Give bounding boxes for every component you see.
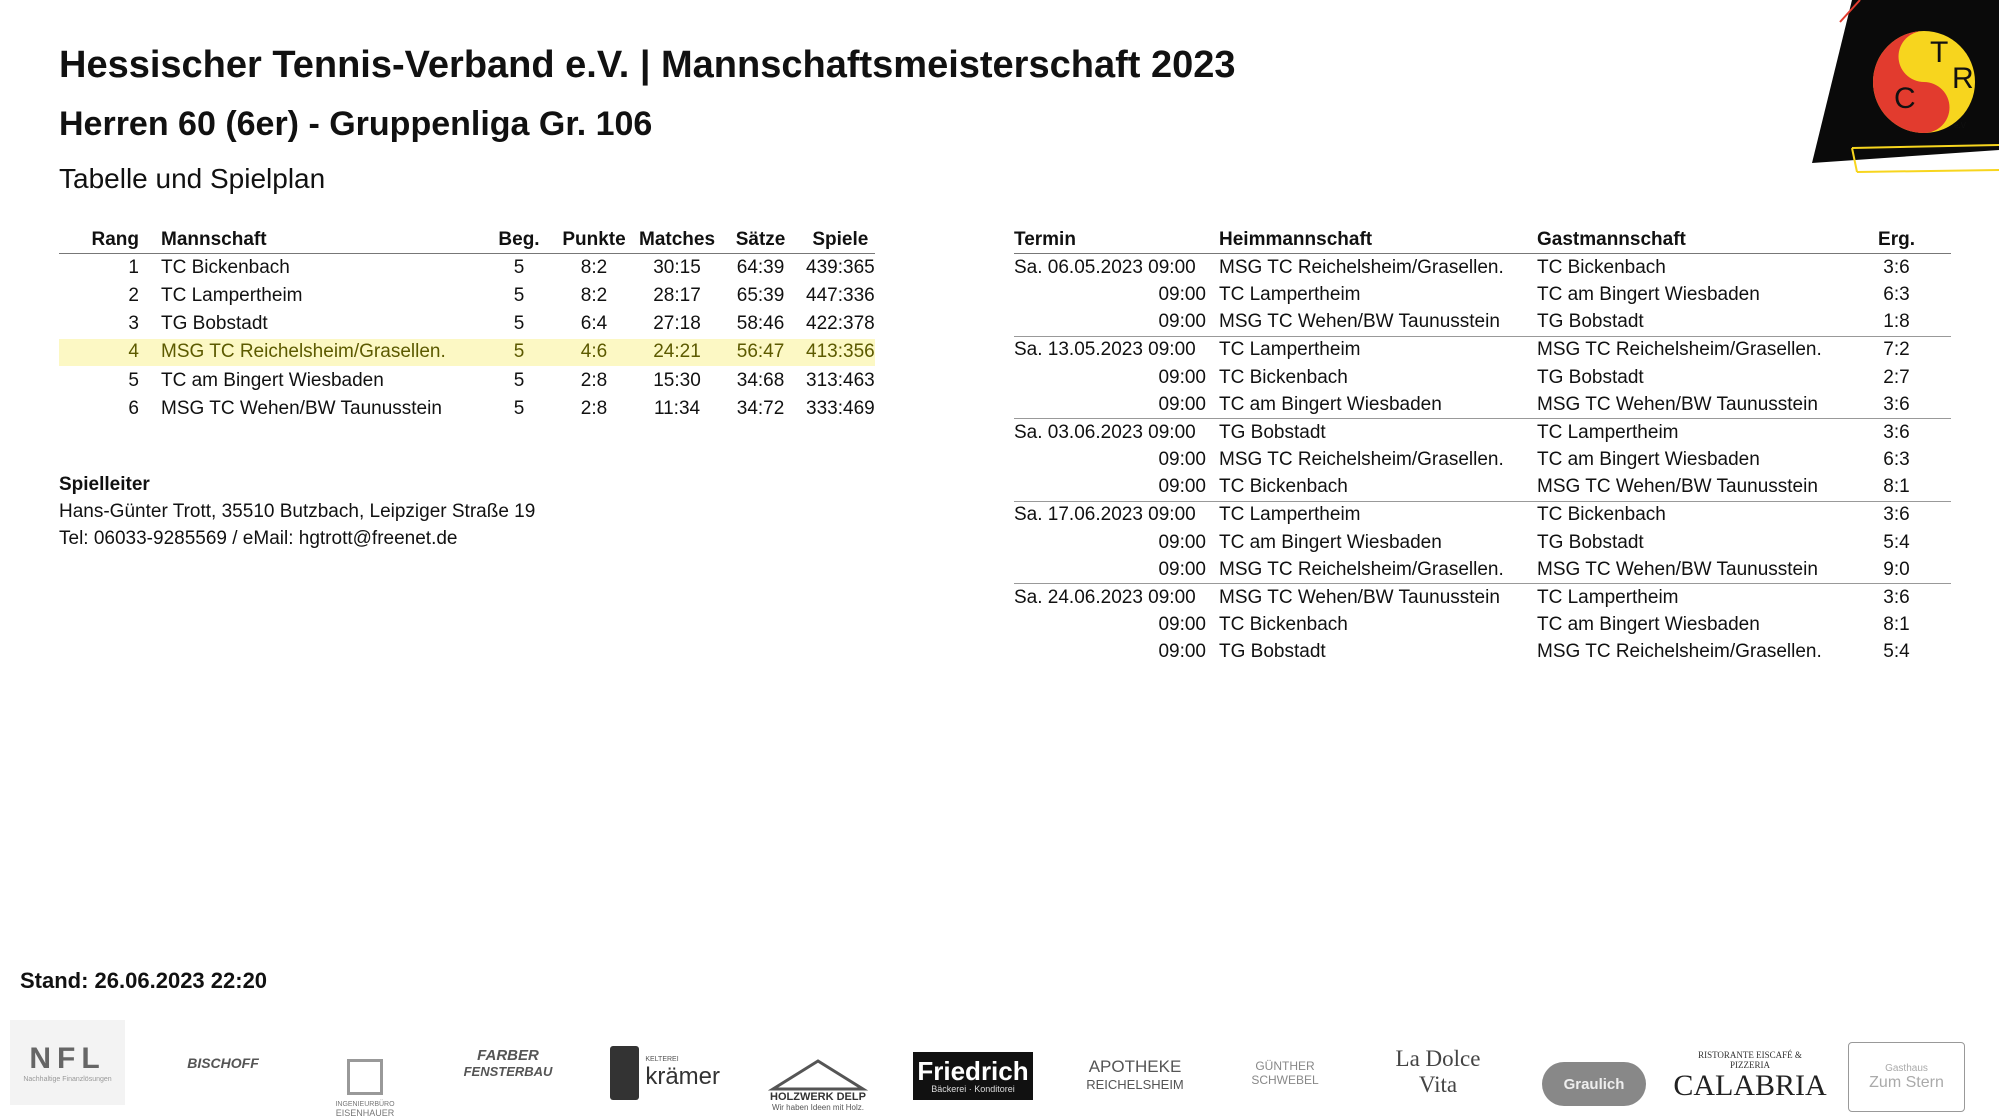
team-played: 5: [489, 338, 549, 366]
fixture-away: TC Bickenbach: [1537, 256, 1666, 278]
fixture-row: [1014, 584, 1951, 612]
fixture-row: [1014, 281, 1951, 308]
fixture-home: TC Bickenbach: [1219, 366, 1348, 388]
team-name: TC am Bingert Wiesbaden: [139, 366, 489, 394]
sponsor-farber: FARBER FENSTERBAU: [463, 1046, 553, 1079]
fixture-result: 5:4: [1883, 641, 1910, 663]
team-matches: 27:18: [639, 310, 715, 338]
fixtures-table: [1014, 226, 1951, 666]
fixture-home: MSG TC Reichelsheim/Grasellen.: [1219, 256, 1504, 278]
sponsor-bischoff: BISCHOFF: [187, 1054, 259, 1071]
fixture-home: TG Bobstadt: [1219, 641, 1326, 663]
fixture-away: TC am Bingert Wiesbaden: [1537, 449, 1760, 471]
team-games: 422:378: [806, 310, 875, 338]
team-games: 313:463: [806, 366, 875, 394]
team-games: 447:336: [806, 282, 875, 310]
fixture-away: TG Bobstadt: [1537, 366, 1644, 388]
fixture-row: [1014, 529, 1951, 556]
fixture-date: 09:00: [1158, 449, 1206, 471]
col-beg: Beg.: [489, 226, 549, 254]
col-ergebnis: Erg.: [1842, 226, 1951, 254]
fixture-result: 3:6: [1842, 419, 1951, 447]
sponsor-calabria: RISTORANTE EISCAFÉ & PIZZERIA CALABRIA: [1673, 1050, 1827, 1102]
standings-row: [59, 282, 875, 310]
sponsor-la-dolce-vita: La Dolce Vita: [1395, 1046, 1481, 1097]
fixture-result: 1:8: [1883, 311, 1910, 333]
team-played: 5: [489, 254, 549, 282]
sponsor-zum-stern: Gasthaus Zum Stern: [1848, 1042, 1965, 1112]
fixture-away: TC Lampertheim: [1524, 584, 1842, 612]
col-gastmannschaft: Gastmannschaft: [1524, 226, 1842, 254]
team-played: 5: [489, 282, 549, 310]
fixture-date: 09:00: [1158, 393, 1206, 415]
team-sets: 64:39: [715, 254, 806, 282]
stand-timestamp: Stand: 26.06.2023 22:20: [20, 968, 268, 993]
team-name: MSG TC Reichelsheim/Grasellen.: [139, 338, 489, 366]
team-sets: 58:46: [715, 310, 806, 338]
fixture-result: 3:6: [1883, 393, 1910, 415]
team-rank: 2: [59, 282, 139, 310]
col-rang: Rang: [59, 226, 139, 254]
team-points: 4:6: [549, 338, 639, 366]
logo-letter-c: C: [1894, 82, 1916, 115]
fixture-row: [1014, 364, 1951, 391]
fixture-date: Sa. 24.06.2023 09:00: [1014, 584, 1206, 612]
team-name: TC Lampertheim: [139, 282, 489, 310]
fixture-away: MSG TC Wehen/BW Taunusstein: [1537, 393, 1818, 415]
sponsor-holzwerk-delp: HOLZWERK DELP Wir haben Ideen mit Holz.: [758, 1040, 878, 1112]
team-points: 2:8: [549, 366, 639, 394]
fixture-date: 09:00: [1158, 476, 1206, 498]
fixture-row: [1014, 391, 1951, 419]
fixture-result: 8:1: [1883, 476, 1910, 498]
team-points: 8:2: [549, 254, 639, 282]
standings-row: [59, 254, 875, 282]
team-matches: 28:17: [639, 282, 715, 310]
fixture-date: 09:00: [1158, 311, 1206, 333]
page-title: Hessischer Tennis-Verband e.V. | Mannschaftsmeisterschaft 2023: [59, 44, 1236, 86]
fixture-result: 6:3: [1883, 283, 1910, 305]
team-rank: 4: [59, 338, 139, 366]
fixture-away: TG Bobstadt: [1537, 311, 1644, 333]
team-name: TG Bobstadt: [139, 310, 489, 338]
fixture-row: [1014, 556, 1951, 584]
fixture-row: [1014, 309, 1951, 337]
fixture-row: [1014, 501, 1951, 529]
fixture-date: 09:00: [1158, 366, 1206, 388]
sponsor-schwebel: GÜNTHER SCHWEBEL: [1251, 1058, 1319, 1087]
section-subtitle: Tabelle und Spielplan: [59, 163, 326, 194]
fixture-result: 3:6: [1842, 501, 1951, 529]
standings-header-row: [59, 226, 875, 254]
fixture-date: Sa. 03.06.2023 09:00: [1014, 419, 1206, 447]
fixture-result: 7:2: [1842, 336, 1951, 364]
fixture-result: 3:6: [1883, 256, 1910, 278]
team-rank: 3: [59, 310, 139, 338]
fixture-result: 5:4: [1883, 531, 1910, 553]
fixture-home: TC am Bingert Wiesbaden: [1219, 531, 1442, 553]
fixture-date: 09:00: [1158, 641, 1206, 663]
fixture-away: TC am Bingert Wiesbaden: [1537, 283, 1760, 305]
logo-letter-t: T: [1930, 36, 1949, 69]
spielleiter-contact: Tel: 06033-9285569 / eMail: hgtrott@freenet.de: [59, 528, 458, 549]
logo-letter-r: R: [1952, 62, 1974, 95]
fixture-date: Sa. 17.06.2023 09:00: [1014, 501, 1206, 529]
fixture-away: MSG TC Reichelsheim/Grasellen.: [1537, 641, 1822, 663]
standings-row: [59, 310, 875, 338]
fixture-away: TC Bickenbach: [1524, 501, 1842, 529]
team-points: 8:2: [549, 282, 639, 310]
sponsor-apotheke: APOTHEKE REICHELSHEIM: [1086, 1056, 1184, 1092]
sponsor-bar: [0, 1010, 1999, 1118]
team-sets: 65:39: [715, 282, 806, 310]
sponsor-eisenhauer: INGENIEURBÜRO EISENHAUER: [330, 1030, 400, 1118]
fixture-home: TC am Bingert Wiesbaden: [1219, 393, 1442, 415]
team-games: 333:469: [806, 395, 875, 423]
team-rank: 1: [59, 254, 139, 282]
fixture-row: [1014, 474, 1951, 502]
fixture-home: TC Bickenbach: [1219, 476, 1348, 498]
fixture-row: [1014, 447, 1951, 474]
fixture-home: MSG TC Reichelsheim/Grasellen.: [1219, 449, 1504, 471]
fixture-home: MSG TC Reichelsheim/Grasellen.: [1219, 558, 1504, 580]
fixture-home: TC Lampertheim: [1206, 501, 1524, 529]
team-sets: 34:72: [715, 395, 806, 423]
fixture-date: 09:00: [1158, 283, 1206, 305]
sponsor-kramer: KELTEREI krämer: [610, 1044, 720, 1102]
fixture-home: TC Lampertheim: [1206, 336, 1524, 364]
col-termin: Termin: [1014, 226, 1206, 254]
fixture-result: 2:7: [1883, 366, 1910, 388]
team-games: 439:365: [806, 254, 875, 282]
fixture-result: 3:6: [1842, 584, 1951, 612]
team-matches: 15:30: [639, 366, 715, 394]
fixture-home: TC Bickenbach: [1219, 614, 1348, 636]
fixture-home: TG Bobstadt: [1206, 419, 1524, 447]
fixture-away: TC am Bingert Wiesbaden: [1537, 614, 1760, 636]
club-logo: [1812, 0, 1999, 175]
col-spiele: Spiele: [806, 226, 875, 254]
fixture-away: TG Bobstadt: [1537, 531, 1644, 553]
fixture-home: MSG TC Wehen/BW Taunusstein: [1219, 311, 1500, 333]
col-mannschaft: Mannschaft: [139, 226, 489, 254]
fixtures-header-row: [1014, 226, 1951, 254]
sponsor-graulich: Graulich: [1538, 1032, 1650, 1110]
team-sets: 34:68: [715, 366, 806, 394]
fixture-date: 09:00: [1158, 614, 1206, 636]
fixture-date: 09:00: [1158, 531, 1206, 553]
team-points: 2:8: [549, 395, 639, 423]
fixture-home: MSG TC Wehen/BW Taunusstein: [1206, 584, 1524, 612]
sponsor-nfl: NFL Nachhaltige Finanzlösungen: [10, 1020, 125, 1105]
standings-row: [59, 395, 875, 423]
fixture-row: [1014, 639, 1951, 666]
team-games: 413:356: [806, 338, 875, 366]
fixture-away: MSG TC Wehen/BW Taunusstein: [1537, 476, 1818, 498]
team-sets: 56:47: [715, 338, 806, 366]
sponsor-friedrich: Friedrich Bäckerei · Konditorei: [913, 1052, 1033, 1100]
col-matches: Matches: [639, 226, 715, 254]
team-played: 5: [489, 395, 549, 423]
fixture-row: [1014, 254, 1951, 282]
fixture-away: TC Lampertheim: [1524, 419, 1842, 447]
fixture-result: 8:1: [1883, 614, 1910, 636]
fixture-away: MSG TC Wehen/BW Taunusstein: [1537, 558, 1818, 580]
team-matches: 11:34: [639, 395, 715, 423]
team-matches: 24:21: [639, 338, 715, 366]
spielleiter-heading: Spielleiter: [59, 474, 150, 495]
fixture-row: [1014, 419, 1951, 447]
fixture-result: 9:0: [1883, 558, 1910, 580]
fixture-date: Sa. 06.05.2023 09:00: [1014, 256, 1196, 278]
col-saetze: Sätze: [715, 226, 806, 254]
team-points: 6:4: [549, 310, 639, 338]
col-punkte: Punkte: [549, 226, 639, 254]
logo-suffix: e.V: [1954, 121, 1967, 130]
team-played: 5: [489, 310, 549, 338]
col-heimmannschaft: Heimmannschaft: [1206, 226, 1524, 254]
fixture-row: [1014, 336, 1951, 364]
fixture-result: 6:3: [1883, 449, 1910, 471]
fixture-date: Sa. 13.05.2023 09:00: [1014, 336, 1206, 364]
league-subtitle: Herren 60 (6er) - Gruppenliga Gr. 106: [59, 105, 653, 143]
fixture-date: 09:00: [1158, 558, 1206, 580]
team-rank: 6: [59, 395, 139, 423]
team-matches: 30:15: [639, 254, 715, 282]
fixture-away: MSG TC Reichelsheim/Grasellen.: [1524, 336, 1842, 364]
team-rank: 5: [59, 366, 139, 394]
team-name: TC Bickenbach: [139, 254, 489, 282]
team-played: 5: [489, 366, 549, 394]
standings-row: [59, 338, 875, 366]
standings-row: [59, 366, 875, 394]
standings-table: [59, 226, 875, 423]
spielleiter-address: Hans-Günter Trott, 35510 Butzbach, Leipziger Straße 19: [59, 501, 536, 522]
team-name: MSG TC Wehen/BW Taunusstein: [139, 395, 489, 423]
fixture-home: TC Lampertheim: [1219, 283, 1361, 305]
fixture-row: [1014, 612, 1951, 639]
